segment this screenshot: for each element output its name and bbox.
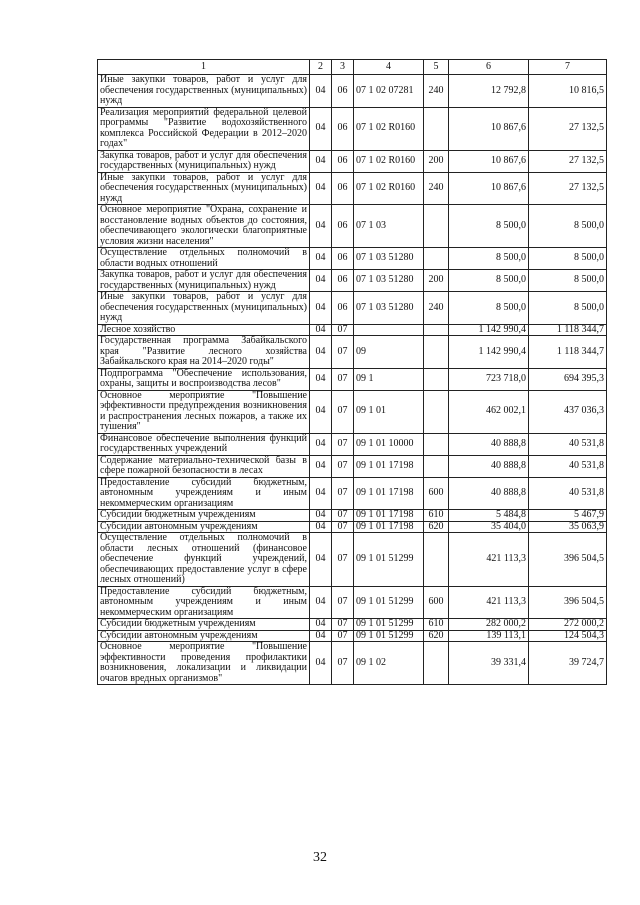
- amount-cell-col7: 396 504,5: [529, 586, 607, 619]
- subsection-code-cell: 07: [332, 477, 354, 510]
- amount-cell-col7: 8 500,0: [529, 292, 607, 325]
- target-item-code-cell: 09: [354, 336, 424, 369]
- target-item-code-cell: 09 1 01 17198: [354, 455, 424, 477]
- amount-cell-col6: 421 113,3: [449, 533, 529, 587]
- amount-cell-col7: 40 531,8: [529, 477, 607, 510]
- amount-cell-col7: 40 531,8: [529, 455, 607, 477]
- subsection-code-cell: 06: [332, 107, 354, 150]
- item-name-cell: Основное мероприятие "Повышение эффективности проведения профилактики возникновения, локализации и ликвидации очагов вредных организмов": [98, 642, 310, 685]
- item-name-cell: Закупка товаров, работ и услуг для обеспечения государственных (муниципальных) нужд: [98, 150, 310, 172]
- item-name-cell: Предоставление субсидий бюджетным, автономным учреждениям и иным некоммерческим организациям: [98, 586, 310, 619]
- table-row: [98, 150, 607, 172]
- item-name-cell: Финансовое обеспечение выполнения функций государственных учреждений: [98, 433, 310, 455]
- expense-type-code-cell: [424, 642, 449, 685]
- target-item-code-cell: 09 1 01 17198: [354, 521, 424, 533]
- amount-cell-col7: 10 816,5: [529, 75, 607, 108]
- item-name-cell: Субсидии автономным учреждениям: [98, 630, 310, 642]
- item-name-cell: Реализация мероприятий федеральной целевой программы "Развитие водохозяйственного комплекса Российской Федерации в 2012–2020 годах": [98, 107, 310, 150]
- target-item-code-cell: 09 1 02: [354, 642, 424, 685]
- target-item-code-cell: 07 1 02 07281: [354, 75, 424, 108]
- amount-cell-col6: 40 888,8: [449, 433, 529, 455]
- amount-cell-col7: 5 467,9: [529, 510, 607, 522]
- expense-type-code-cell: [424, 533, 449, 587]
- item-name-cell: Содержание материально-технической базы в сфере пожарной безопасности в лесах: [98, 455, 310, 477]
- subsection-code-cell: 06: [332, 150, 354, 172]
- table-row: [98, 205, 607, 248]
- target-item-code-cell: 09 1 01 51299: [354, 619, 424, 631]
- expense-type-code-cell: 200: [424, 270, 449, 292]
- amount-cell-col7: 40 531,8: [529, 433, 607, 455]
- item-name-cell: Иные закупки товаров, работ и услуг для обеспечения государственных (муниципальных) нужд: [98, 292, 310, 325]
- section-code-cell: 04: [310, 586, 332, 619]
- expense-type-code-cell: 600: [424, 586, 449, 619]
- amount-cell-col6: 12 792,8: [449, 75, 529, 108]
- expense-type-code-cell: [424, 368, 449, 390]
- item-name-cell: Закупка товаров, работ и услуг для обеспечения государственных (муниципальных) нужд: [98, 270, 310, 292]
- table-row: [98, 477, 607, 510]
- table-row: [98, 586, 607, 619]
- target-item-code-cell: 09 1 01 51299: [354, 630, 424, 642]
- amount-cell-col6: 10 867,6: [449, 150, 529, 172]
- amount-cell-col7: 39 724,7: [529, 642, 607, 685]
- table-header-row: [98, 60, 607, 75]
- amount-cell-col6: 10 867,6: [449, 172, 529, 205]
- amount-cell-col6: 8 500,0: [449, 248, 529, 270]
- target-item-code-cell: 07 1 03 51280: [354, 248, 424, 270]
- header-cell: 6: [449, 60, 529, 75]
- amount-cell-col6: 421 113,3: [449, 586, 529, 619]
- subsection-code-cell: 07: [332, 619, 354, 631]
- subsection-code-cell: 07: [332, 433, 354, 455]
- table-row: [98, 433, 607, 455]
- subsection-code-cell: 07: [332, 586, 354, 619]
- amount-cell-col6: 282 000,2: [449, 619, 529, 631]
- subsection-code-cell: 06: [332, 292, 354, 325]
- subsection-code-cell: 07: [332, 368, 354, 390]
- expense-type-code-cell: 240: [424, 292, 449, 325]
- item-name-cell: Субсидии бюджетным учреждениям: [98, 510, 310, 522]
- table-row: [98, 270, 607, 292]
- item-name-cell: Иные закупки товаров, работ и услуг для обеспечения государственных (муниципальных) нужд: [98, 172, 310, 205]
- amount-cell-col7: 8 500,0: [529, 205, 607, 248]
- page-number: 32: [313, 850, 327, 865]
- expense-type-code-cell: 200: [424, 150, 449, 172]
- expense-type-code-cell: 620: [424, 521, 449, 533]
- subsection-code-cell: 06: [332, 172, 354, 205]
- section-code-cell: 04: [310, 477, 332, 510]
- target-item-code-cell: 09 1 01 17198: [354, 510, 424, 522]
- subsection-code-cell: 07: [332, 336, 354, 369]
- expense-type-code-cell: [424, 455, 449, 477]
- section-code-cell: 04: [310, 324, 332, 336]
- expense-type-code-cell: [424, 324, 449, 336]
- expense-type-code-cell: [424, 205, 449, 248]
- subsection-code-cell: 06: [332, 270, 354, 292]
- header-cell: 3: [332, 60, 354, 75]
- subsection-code-cell: 07: [332, 521, 354, 533]
- target-item-code-cell: 09 1 01: [354, 390, 424, 433]
- budget-table: [97, 59, 607, 685]
- subsection-code-cell: 07: [332, 630, 354, 642]
- amount-cell-col7: 27 132,5: [529, 172, 607, 205]
- amount-cell-col7: 27 132,5: [529, 107, 607, 150]
- section-code-cell: 04: [310, 521, 332, 533]
- section-code-cell: 04: [310, 630, 332, 642]
- section-code-cell: 04: [310, 336, 332, 369]
- amount-cell-col7: 8 500,0: [529, 248, 607, 270]
- amount-cell-col7: 272 000,2: [529, 619, 607, 631]
- expense-type-code-cell: [424, 433, 449, 455]
- expense-type-code-cell: [424, 336, 449, 369]
- amount-cell-col6: 723 718,0: [449, 368, 529, 390]
- amount-cell-col6: 40 888,8: [449, 477, 529, 510]
- expense-type-code-cell: 240: [424, 172, 449, 205]
- amount-cell-col6: 39 331,4: [449, 642, 529, 685]
- table-row: [98, 642, 607, 685]
- section-code-cell: 04: [310, 270, 332, 292]
- amount-cell-col7: 124 504,3: [529, 630, 607, 642]
- amount-cell-col6: 35 404,0: [449, 521, 529, 533]
- section-code-cell: 04: [310, 642, 332, 685]
- target-item-code-cell: 09 1 01 51299: [354, 586, 424, 619]
- subsection-code-cell: 07: [332, 324, 354, 336]
- target-item-code-cell: 09 1 01 51299: [354, 533, 424, 587]
- item-name-cell: Субсидии бюджетным учреждениям: [98, 619, 310, 631]
- section-code-cell: 04: [310, 150, 332, 172]
- section-code-cell: 04: [310, 75, 332, 108]
- subsection-code-cell: 07: [332, 455, 354, 477]
- table-body: [98, 60, 607, 685]
- section-code-cell: 04: [310, 205, 332, 248]
- amount-cell-col6: 8 500,0: [449, 292, 529, 325]
- item-name-cell: Подпрограмма "Обеспечение использования, охраны, защиты и воспроизводства лесов": [98, 368, 310, 390]
- amount-cell-col6: 8 500,0: [449, 205, 529, 248]
- amount-cell-col6: 1 142 990,4: [449, 324, 529, 336]
- amount-cell-col6: 1 142 990,4: [449, 336, 529, 369]
- target-item-code-cell: 09 1: [354, 368, 424, 390]
- item-name-cell: Осуществление отдельных полномочий в области лесных отношений (финансовое обеспечение функций учреждений, обеспечивающих предоставление услуг в сфере лесных отношений): [98, 533, 310, 587]
- item-name-cell: Лесное хозяйство: [98, 324, 310, 336]
- amount-cell-col7: 694 395,3: [529, 368, 607, 390]
- section-code-cell: 04: [310, 533, 332, 587]
- table-row: [98, 521, 607, 533]
- header-cell: 1: [98, 60, 310, 75]
- expense-type-code-cell: 620: [424, 630, 449, 642]
- amount-cell-col6: 40 888,8: [449, 455, 529, 477]
- item-name-cell: Государственная программа Забайкальского края "Развитие лесного хозяйства Забайкальского края на 2014–2020 годы": [98, 336, 310, 369]
- table-row: [98, 455, 607, 477]
- table-row: [98, 533, 607, 587]
- target-item-code-cell: 07 1 02 R0160: [354, 172, 424, 205]
- item-name-cell: Основное мероприятие "Повышение эффективности предупреждения возникновения и распространения лесных пожаров, а также их тушения": [98, 390, 310, 433]
- section-code-cell: 04: [310, 455, 332, 477]
- section-code-cell: 04: [310, 368, 332, 390]
- expense-type-code-cell: [424, 107, 449, 150]
- table-row: [98, 368, 607, 390]
- amount-cell-col6: 139 113,1: [449, 630, 529, 642]
- amount-cell-col6: 8 500,0: [449, 270, 529, 292]
- item-name-cell: Основное мероприятие "Охрана, сохранение и восстановление водных объектов до состояния, обеспечивающего экологически благоприятные условия жизни населения": [98, 205, 310, 248]
- target-item-code-cell: 07 1 02 R0160: [354, 150, 424, 172]
- section-code-cell: 04: [310, 510, 332, 522]
- amount-cell-col7: 8 500,0: [529, 270, 607, 292]
- section-code-cell: 04: [310, 172, 332, 205]
- subsection-code-cell: 06: [332, 75, 354, 108]
- section-code-cell: 04: [310, 248, 332, 270]
- table-row: [98, 292, 607, 325]
- subsection-code-cell: 07: [332, 533, 354, 587]
- section-code-cell: 04: [310, 107, 332, 150]
- table-row: [98, 172, 607, 205]
- section-code-cell: 04: [310, 433, 332, 455]
- section-code-cell: 04: [310, 390, 332, 433]
- target-item-code-cell: [354, 324, 424, 336]
- amount-cell-col6: 462 002,1: [449, 390, 529, 433]
- table-row: [98, 619, 607, 631]
- amount-cell-col7: 35 063,9: [529, 521, 607, 533]
- target-item-code-cell: 09 1 01 10000: [354, 433, 424, 455]
- target-item-code-cell: 07 1 03 51280: [354, 270, 424, 292]
- subsection-code-cell: 07: [332, 510, 354, 522]
- expense-type-code-cell: 610: [424, 510, 449, 522]
- target-item-code-cell: 07 1 02 R0160: [354, 107, 424, 150]
- subsection-code-cell: 07: [332, 390, 354, 433]
- amount-cell-col7: 1 118 344,7: [529, 324, 607, 336]
- header-cell: 2: [310, 60, 332, 75]
- table-row: [98, 390, 607, 433]
- table-row: [98, 324, 607, 336]
- expense-type-code-cell: [424, 390, 449, 433]
- expense-type-code-cell: 240: [424, 75, 449, 108]
- expense-type-code-cell: [424, 248, 449, 270]
- amount-cell-col6: 10 867,6: [449, 107, 529, 150]
- amount-cell-col7: 27 132,5: [529, 150, 607, 172]
- target-item-code-cell: 07 1 03: [354, 205, 424, 248]
- item-name-cell: Предоставление субсидий бюджетным, автономным учреждениям и иным некоммерческим организациям: [98, 477, 310, 510]
- table-row: [98, 510, 607, 522]
- table-row: [98, 336, 607, 369]
- expense-type-code-cell: 610: [424, 619, 449, 631]
- section-code-cell: 04: [310, 619, 332, 631]
- item-name-cell: Осуществление отдельных полномочий в области водных отношений: [98, 248, 310, 270]
- subsection-code-cell: 06: [332, 205, 354, 248]
- target-item-code-cell: 07 1 03 51280: [354, 292, 424, 325]
- expense-type-code-cell: 600: [424, 477, 449, 510]
- amount-cell-col7: 396 504,5: [529, 533, 607, 587]
- table-row: [98, 107, 607, 150]
- table-row: [98, 630, 607, 642]
- amount-cell-col7: 1 118 344,7: [529, 336, 607, 369]
- table-row: [98, 248, 607, 270]
- item-name-cell: Иные закупки товаров, работ и услуг для обеспечения государственных (муниципальных) нужд: [98, 75, 310, 108]
- header-cell: 4: [354, 60, 424, 75]
- amount-cell-col6: 5 484,8: [449, 510, 529, 522]
- subsection-code-cell: 06: [332, 248, 354, 270]
- amount-cell-col7: 437 036,3: [529, 390, 607, 433]
- item-name-cell: Субсидии автономным учреждениям: [98, 521, 310, 533]
- header-cell: 5: [424, 60, 449, 75]
- target-item-code-cell: 09 1 01 17198: [354, 477, 424, 510]
- table-row: [98, 75, 607, 108]
- header-cell: 7: [529, 60, 607, 75]
- subsection-code-cell: 07: [332, 642, 354, 685]
- section-code-cell: 04: [310, 292, 332, 325]
